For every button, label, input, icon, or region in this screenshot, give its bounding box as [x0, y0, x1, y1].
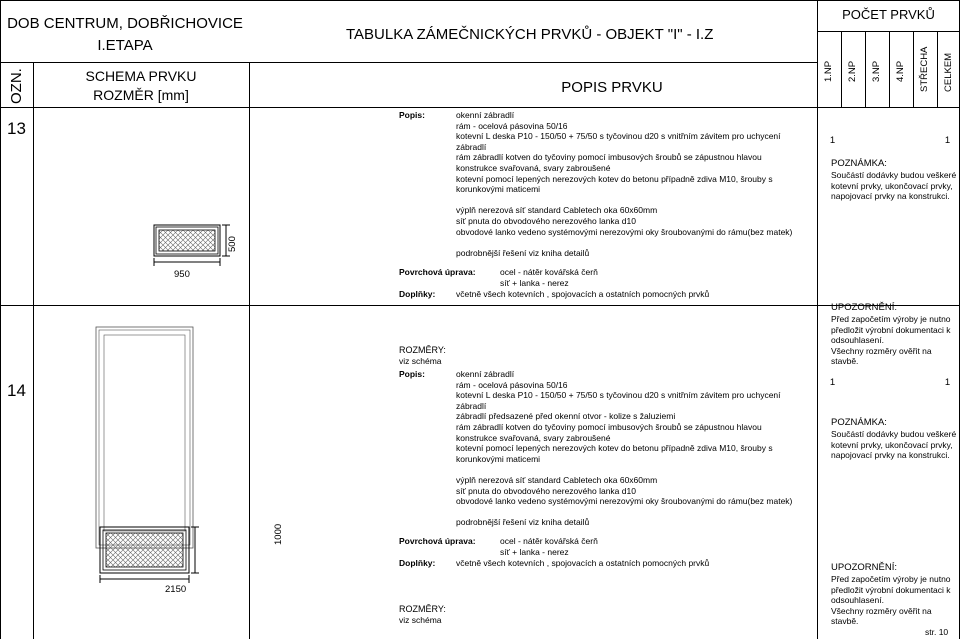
desc-spacer [456, 237, 792, 248]
table-border-top [0, 0, 960, 1]
poznamka-14 [831, 429, 956, 461]
desc-line: rám - ocelová pásovina 50/16 [456, 379, 568, 390]
desc-line: síť pnuta do obvodového nerezového lanka d10 [456, 485, 636, 496]
floor-4np: 4.NP [895, 60, 906, 82]
upozorneni-14 [831, 574, 951, 627]
warning-line: předložit výrobní dokumentaci k [831, 584, 951, 595]
label-povrch: Povrchová úprava: [399, 267, 476, 277]
povrch-line: síť + lanka - nerez [500, 547, 569, 557]
desc-line: rám - ocelová pásovina 50/16 [456, 120, 568, 131]
povrch-line: ocel - nátěr kovářská čerň [500, 536, 598, 546]
count-total: 1 [944, 377, 951, 388]
desc-line: kotevní pomocí lepených nerezových kotev do betonu případně zdiva M10, šrouby s [456, 173, 773, 184]
warning-line: Před započetím výroby je nutno [831, 314, 951, 324]
label-rozmery: ROZMĚRY: [399, 604, 446, 614]
label-upozorneni: UPOZORNĚNÍ: [831, 562, 897, 573]
count-1np: 1 [829, 377, 836, 388]
table-title: TABULKA ZÁMEČNICKÝCH PRVKŮ - OBJEKT "I" - I.Z [346, 26, 714, 43]
povrch-line: síť + lanka - nerez [500, 278, 569, 288]
desc-line: výplň nerezová síť standard Cabletech oka 60x60mm [456, 205, 658, 216]
label-poznamka: POZNÁMKA: [831, 417, 887, 428]
grid-line [841, 31, 842, 107]
warning-line: odsouhlasení. [831, 595, 884, 606]
desc-spacer [456, 464, 792, 475]
label-povrch: Povrchová úprava: [399, 536, 476, 546]
header-rozmer: ROZMĚR [mm] [93, 87, 189, 103]
description-13 [456, 110, 792, 258]
dim-width: 950 [174, 269, 190, 280]
grid-line [0, 62, 818, 63]
header-popis: POPIS PRVKU [561, 79, 663, 96]
table-border-left [0, 0, 1, 639]
upozorneni-13 [831, 314, 951, 367]
note-line: Součástí dodávky budou veškeré [831, 429, 957, 439]
warning-line: stavbě. [831, 356, 859, 367]
grid-line [865, 31, 866, 107]
schema-drawing-14 [33, 305, 249, 639]
note-line: napojovací prvky na konstrukci. [831, 450, 950, 461]
grid-line [249, 62, 250, 639]
desc-spacer [456, 195, 792, 206]
project-name: DOB CENTRUM, DOBŘICHOVICE [7, 15, 243, 32]
label-upozorneni: UPOZORNĚNÍ: [831, 302, 897, 313]
warning-line: Před započetím výroby je nutno [831, 574, 951, 584]
desc-line: korunkovými maticemi [456, 184, 541, 195]
count-1np: 1 [829, 135, 836, 146]
desc-line: obvodové lanko vedeno systémovými nerezovými oky šroubovanými do rámu(bez matek) [456, 496, 793, 507]
desc-line: korunkovými maticemi [456, 453, 541, 464]
floor-2np: 2.NP [847, 60, 858, 82]
desc-line: výplň nerezová síť standard Cabletech oka 60x60mm [456, 474, 658, 485]
rozmery-value: viz schéma [399, 615, 442, 625]
desc-line: kotevní L deska P10 - 150/50 + 75/50 s tyčovinou d20 s vnitřním závitem pro uchycení [456, 131, 781, 142]
desc-line: konstrukce svařovaná, svary zabroušené [456, 432, 611, 443]
row-id: 14 [7, 381, 26, 400]
desc-line: podrobnější řešení viz kniha detailů [456, 517, 590, 528]
desc-line: konstrukce svařovaná, svary zabroušené [456, 162, 611, 173]
floor-1np: 1.NP [823, 60, 834, 82]
label-rozmery: ROZMĚRY: [399, 345, 446, 355]
rozmery-value: viz schéma [399, 356, 442, 366]
floor-strecha: STŘECHA [919, 46, 930, 92]
poznamka-13 [831, 170, 956, 202]
dim-height: 500 [227, 236, 238, 252]
header-pocet: POČET PRVKŮ [842, 7, 935, 22]
desc-line: podrobnější řešení viz kniha detailů [456, 247, 590, 258]
floor-3np: 3.NP [871, 60, 882, 82]
dim-width: 2150 [165, 584, 187, 595]
project-phase: I.ETAPA [97, 37, 153, 54]
grid-line [937, 31, 938, 107]
desc-line: kotevní pomocí lepených nerezových kotev do betonu případně zdiva M10, šrouby s [456, 443, 773, 454]
note-line: kotevní prvky, ukončovací prvky, [831, 180, 953, 191]
desc-line: rám zábradlí kotven do tyčoviny pomocí imbusových šroubů se zápustnou hlavou [456, 152, 762, 163]
warning-line: stavbě. [831, 616, 859, 627]
description-14 [456, 369, 792, 528]
page-number: str. 10 [925, 627, 949, 637]
warning-line: odsouhlasení. [831, 335, 884, 346]
grid-line [817, 0, 818, 639]
desc-line: síť pnuta do obvodového nerezového lanka d10 [456, 215, 636, 226]
desc-spacer [456, 507, 792, 518]
warning-line: předložit výrobní dokumentaci k [831, 324, 951, 335]
row-id: 13 [7, 119, 26, 138]
note-line: napojovací prvky na konstrukci. [831, 191, 950, 202]
desc-line: zábradlí předsazené před okenní otvor - kolize s žaluziemi [456, 411, 676, 422]
note-line: kotevní prvky, ukončovací prvky, [831, 439, 953, 450]
label-popis: Popis: [399, 110, 425, 120]
povrch-line: ocel - nátěr kovářská čerň [500, 267, 598, 277]
label-doplnky: Doplňky: [399, 558, 436, 568]
floor-celkem: CELKEM [943, 52, 954, 92]
desc-line: okenní zábradlí [456, 369, 515, 379]
grid-line [0, 107, 960, 108]
grid-line [913, 31, 914, 107]
count-total: 1 [944, 135, 951, 146]
dim-height: 1000 [273, 523, 284, 545]
label-poznamka: POZNÁMKA: [831, 158, 887, 169]
doplnky-text: včetně všech kotevních , spojovacích a ostatních pomocných prvků [456, 289, 710, 299]
warning-line: Všechny rozměry ověřit na [831, 345, 932, 356]
desc-line: zábradlí [456, 141, 487, 152]
desc-line: rám zábradlí kotven do tyčoviny pomocí imbusových šroubů se zápustnou hlavou [456, 421, 762, 432]
header-schema: SCHEMA PRVKU [85, 68, 197, 84]
header-ozn: OZN. [8, 68, 25, 104]
doplnky-text: včetně všech kotevních , spojovacích a ostatních pomocných prvků [456, 558, 710, 568]
desc-line: kotevní L deska P10 - 150/50 + 75/50 s tyčovinou d20 s vnitřním závitem pro uchycení [456, 390, 781, 401]
warning-line: Všechny rozměry ověřit na [831, 605, 932, 616]
label-popis: Popis: [399, 369, 425, 379]
desc-line: obvodové lanko vedeno systémovými nerezovými oky šroubovanými do rámu(bez matek) [456, 226, 793, 237]
grid-line [889, 31, 890, 107]
desc-line: okenní zábradlí [456, 110, 515, 120]
grid-line [817, 31, 960, 32]
note-line: Součástí dodávky budou veškeré [831, 170, 957, 180]
label-doplnky: Doplňky: [399, 289, 436, 299]
desc-line: zábradlí [456, 400, 487, 411]
